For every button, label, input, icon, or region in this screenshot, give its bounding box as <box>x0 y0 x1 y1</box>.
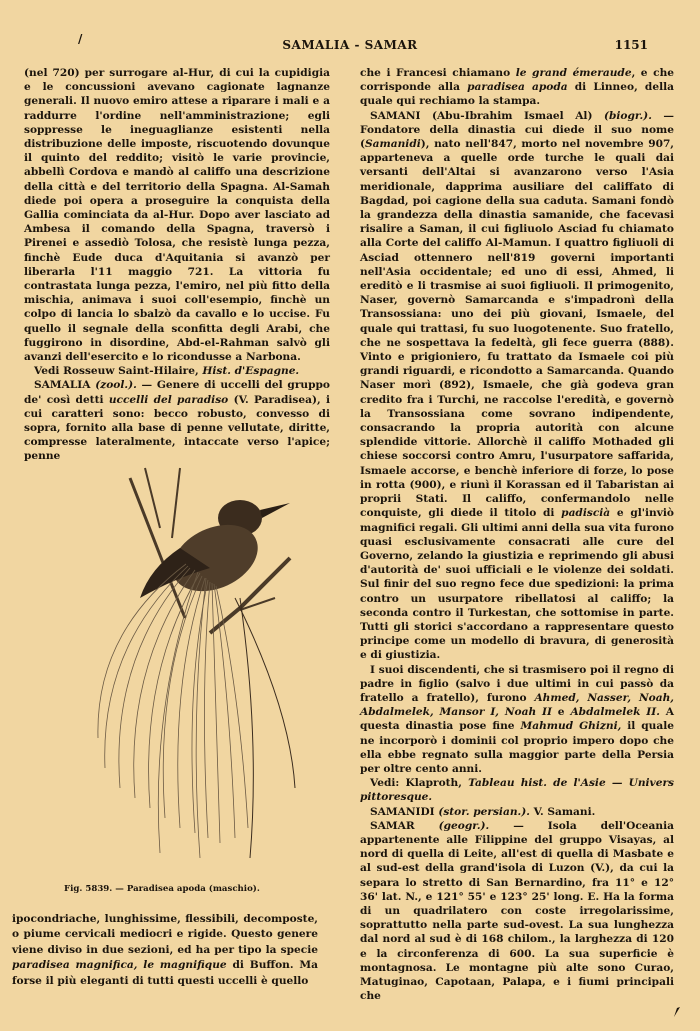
entry-headword: SAMANI (Abu-Ibrahim Ismael Al) <box>370 109 593 122</box>
entry-headword: SAMANIDI <box>370 805 435 818</box>
text-run: e gl'inviò magnifici regali. Gli ultimi anni della sua vita furono quasi esclusivamente consacrati alle cure del Governo, zelando la giustizia e reprimendo gli abusi d'autorità de' suoi ufficiali e le violenze dei soldati. Sul finir del suo regno fece due spedizioni: la prima contro un usurpatore ribellatosi al califfo; la seconda contro il Turkestan, che sottomise in parte. Tutti gli storici s'accordano a rappresentare questo principe come un modello di bravura, di generosità e di giustizia. <box>360 507 674 662</box>
paragraph-reference <box>360 776 674 804</box>
continuation-emphasis: paradisea magnifica, le magnifique <box>12 959 227 972</box>
text-emphasis: padiscià <box>561 507 611 520</box>
paragraph-reference <box>24 364 330 378</box>
paragraph-descendants <box>360 663 674 777</box>
text-emphasis: Tableau hist. de l'Asie — Univers pittoresque. <box>360 777 674 804</box>
text-run: — Fondatore della dinastia cui diede il suo nome ( <box>360 109 674 151</box>
text-emphasis: Mahmud Ghizni, <box>520 720 622 733</box>
text-run: di Linneo, della quale qui rechiamo la stampa. <box>360 81 674 108</box>
continuation-text: ipocondriache, lunghissime, flessibili, decomposte, o piume cervicali mediocri e rigide. Questo genere viene diviso in due sezioni, ed ha per tipo la specie <box>12 913 318 956</box>
figure-caption: Fig. 5839. — Paradisea apoda (maschio). <box>64 884 260 894</box>
entry-category: (geogr.). <box>438 819 490 832</box>
entry-text: — Genere di uccelli del gruppo de' così detti <box>24 379 330 406</box>
page-number: 1151 <box>614 38 648 52</box>
reference-prefix: Vedi Rosseuw Saint-Hilaire, <box>34 365 199 378</box>
text-emphasis: Ahmed, Nasser, Noah, Abdalmelek, Mansor I, Noah II <box>360 691 674 719</box>
text-run: I suoi discendenti, che si trasmisero poi il regno di padre in figlio (salvo i due ultimi in cui passò da fratello a fratello), furono <box>360 663 674 704</box>
page-header <box>0 32 700 56</box>
right-column <box>360 66 674 1003</box>
entry-samar <box>360 819 674 1004</box>
entry-headword: SAMALIA <box>34 379 91 392</box>
left-column-continuation <box>12 912 318 989</box>
text-run: A questa dinastia pose fine <box>360 706 674 733</box>
corner-ink-mark <box>672 1006 682 1018</box>
entry-category: (zool.). <box>95 379 137 392</box>
header-mark: / <box>78 32 83 46</box>
text-emphasis: le grand émeraude <box>515 67 632 79</box>
entry-headword: SAMAR <box>370 819 415 832</box>
entry-samani <box>360 109 674 663</box>
text-emphasis: paradisea apoda <box>467 81 568 94</box>
left-column <box>24 66 330 464</box>
running-title: SAMALIA - SAMAR <box>282 38 418 52</box>
text-run: che i Francesi chiamano <box>360 67 516 79</box>
text-run: Vedi: Klaproth, <box>370 777 469 790</box>
entry-category: (biogr.). <box>603 109 652 122</box>
paragraph-al-samah: (nel 720) per surrogare al-Hur, di cui la cupidigia e le concussioni avevano cagionate lagnanze generali. Il nuovo emiro attese a riparare i mali e a raddurre l'ordine nell'amministrazione; egli soppresse le ineguaglianze esistenti nella distribuzione delle imposte, riscuotendo dovunque il quinto del reddito; visitò le varie provincie, abbellì Cordova e mandò al califfo una descrizione della città e del territorio della Spagna. Al-Samah diede poi opera a proseguire la conquista della Gallia cominciata da al-Hur. Dopo aver lasciato ad Ambesa il comando della Spagna, traversò i Pirenei e assediò Tolosa, che resistè lunga pezza, finchè Eude duca d'Aquitania si avanzò per liberarla l'11 maggio 721. La vittoria fu contrastata lunga pezza, l'emiro, nel più fitto della mischia, animava i suoi coll'esempio, finchè un colpo di lancia lo sbalzò da cavallo e lo uccise. Fu quello il segnale della sconfitta degli Arabi, che fuggirono in disordine, Abd-el-Rahman salvò gli avanzi dell'esercito e lo ricondusse a Narbona. <box>24 67 330 364</box>
text-run: e <box>551 706 571 719</box>
reference-title: Hist. d'Espagne. <box>202 365 300 378</box>
text-run: , e che corrisponde alla <box>360 67 675 94</box>
text-run: V. Samani. <box>529 805 596 818</box>
text-run: — Isola dell'Oceania appartenente alle Filippine del gruppo Visayas, al nord di quella di Leite, all'est di quella di Masbate e al sud-est della grand'isola di Luzon (V.), da cui la separa lo stretto di San Bernardino, fra 11° e 12° 36' lat. N., e 121° 55' e 123° 25' long. E. Ha la forma di un quadrilatero con coste irregolarissime, soprattutto nella parte sud-ovest. La sua lunghezza dal nord al sud è di 168 chilom., la larghezza di 120 e la circonferenza di 600. La sua superficie è montagnosa. Le montagne più alte sono Curao, Matuginao, Capotaan, Palapa, e i fiumi principali che <box>360 819 674 1003</box>
entry-text: (V. Paradisea), i cui caratteri sono: becco robusto, convesso di sopra, fornito alla base di penne vellutate, diritte, compresse lateralmente, intaccate verso l'apice; penne <box>24 393 330 463</box>
entry-emphasis: uccelli del paradiso <box>108 393 229 406</box>
paragraph-continuation <box>360 66 674 109</box>
bird-illustration <box>90 458 308 868</box>
text-emphasis: Abdalmelek II. <box>570 706 660 719</box>
entry-samanidi <box>360 805 674 819</box>
entry-category: (stor. persian.). <box>438 805 530 818</box>
entry-samalia <box>24 378 330 463</box>
text-run: ), nato nell'847, morto nel novembre 907, apparteneva a quelle orde turche le quali dai versanti dell'Altai si avanzarono verso l'Asia meridionale, dapprima ausiliare del califfato di Bagdad, poi cagione della sua caduta. Samani fondò la grandezza della dinastia samanide, che facevasi risalire a Saman, il cui figliuolo Asciad fu chiamato alla Corte del califfo Al-Mamun. I quattro figliuoli di Asciad ottennero nell'819 governi importanti nell'Asia occidentale; ed uno di essi, Ahmed, li ereditò e li trasmise ai suoi figliuoli. Il primogenito, Naser, governò Samarcanda e s'impadronì della Transossiana: uno dei più giovani, Ismaele, del quale qui trattasi, fu suo luogotenente. Suo fratello, che ne sospettava la fedeltà, gli fece guerra (888). Vinto e prigioniero, fu trattato da Ismaele coi più grandi riguardi, e ricondotto a Samarcanda. Quando Naser morì (892), Ismaele, che già godeva gran credito fra i Turchi, ne raccolse l'eredità, e governò la Transossiana come sovrano indipendente, consacrando la propria autorità con alcune splendide vittorie. Allorchè il califfo Mothaded gli chiese soccorsi contro Amru, l'usurpatore saffarida, Ismaele accorse, e benchè inferiore di forze, lo pose in rotta (900), e riunì il Korassan ed il Tabaristan ai proprii Stati. Il califfo, confermandolo nelle conquiste, gli diede il titolo di <box>360 138 674 520</box>
continuation-text: di Buffon. Ma forse il più eleganti di tutti questi uccelli è quello <box>12 959 318 987</box>
paradise-bird-engraving <box>90 458 308 868</box>
text-run: il quale ne incorporò i dominii col proprio impero dopo che ella ebbe regnato sulla maggior parte della Persia per oltre cento anni. <box>360 720 674 775</box>
text-emphasis: Samanidi <box>365 138 421 151</box>
